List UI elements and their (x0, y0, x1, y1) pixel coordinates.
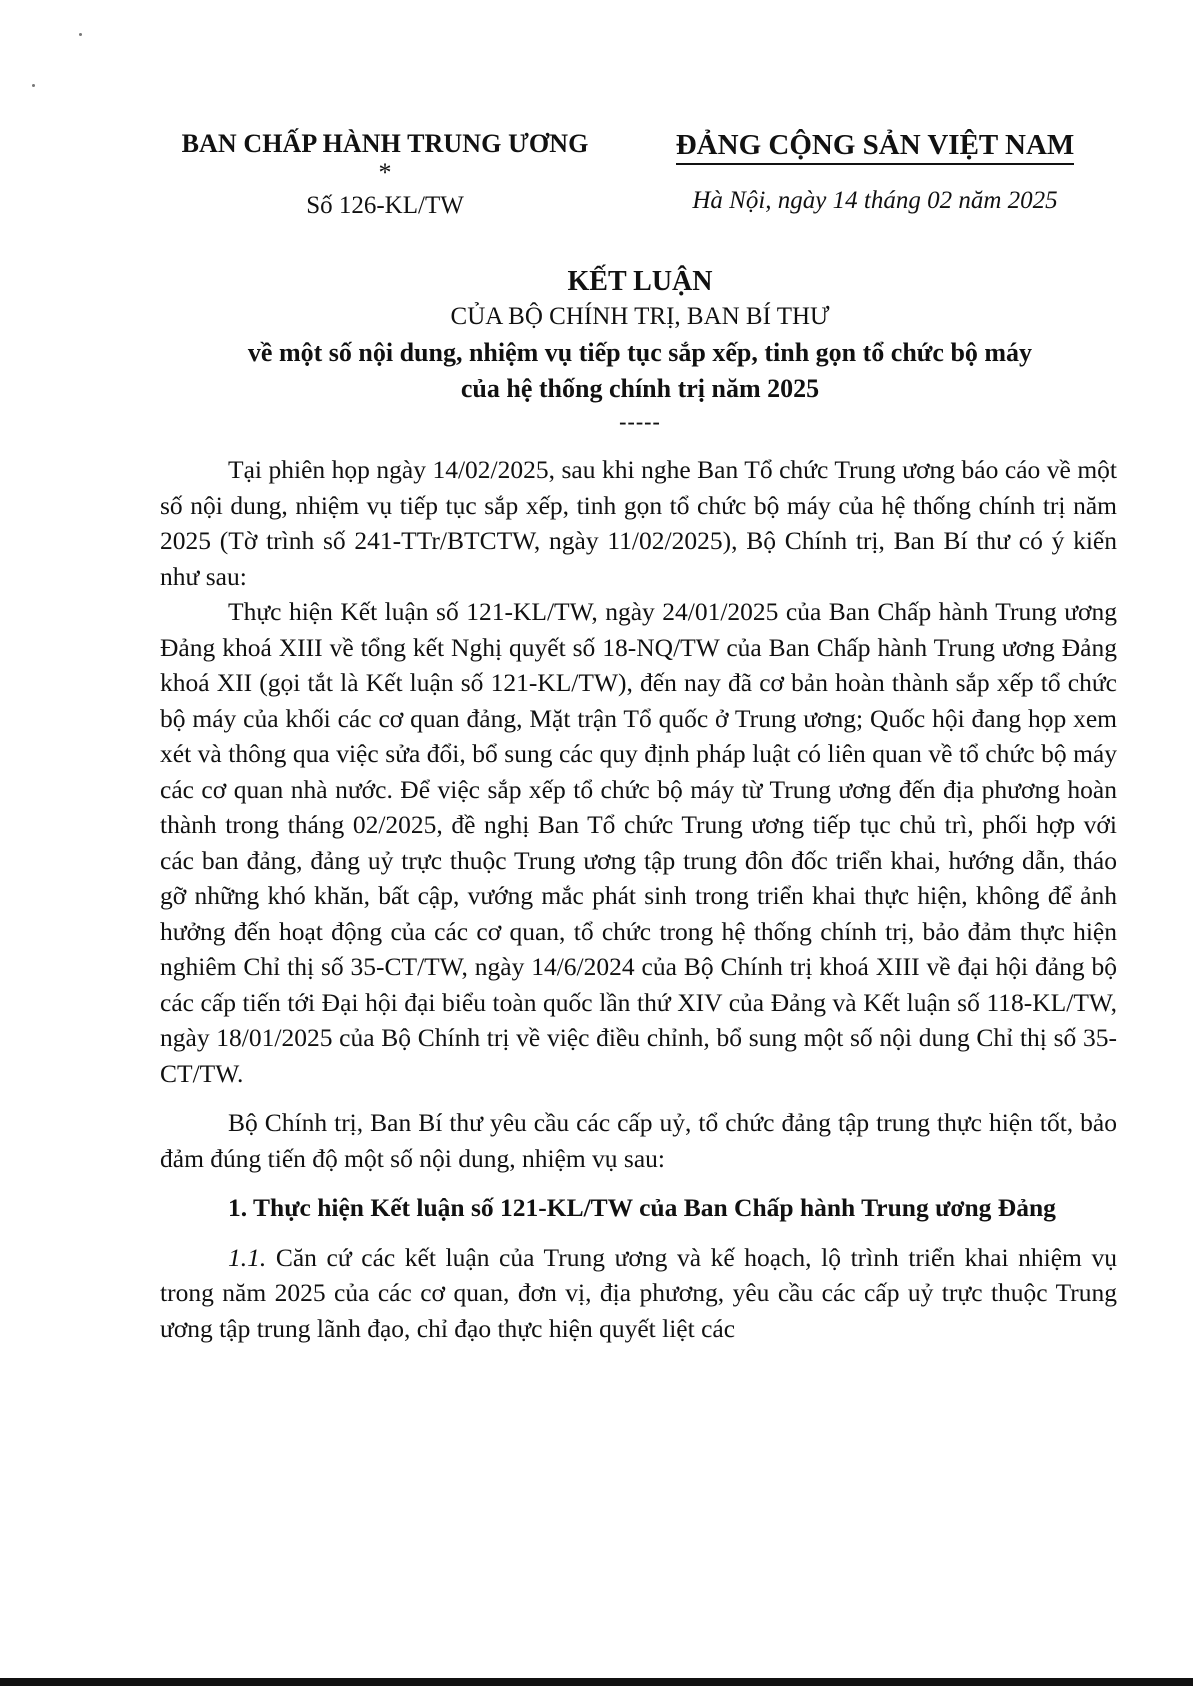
header-left (160, 128, 610, 222)
paragraph-request: Bộ Chính trị, Ban Bí thư yêu cầu các cấp uỷ, tổ chức đảng tập trung thực hiện tốt, bảo đảm đúng tiến độ một số nội dung, nhiệm vụ sau: (160, 1108, 1117, 1173)
party-name: ĐẢNG CỘNG SẢN VIỆT NAM (676, 128, 1075, 165)
paragraph-intro: Tại phiên họp ngày 14/02/2025, sau khi nghe Ban Tổ chức Trung ương báo cáo về một số nội dung, nhiệm vụ tiếp tục sắp xếp, tinh gọn tổ chức bộ máy của hệ thống chính trị năm 2025 (Tờ trình số 241-TTr/BTCTW, ngày 11/02/2025), Bộ Chính trị, Ban Bí thư có ý kiến như sau: (160, 455, 1117, 591)
scan-speck (32, 84, 35, 87)
document-body (160, 452, 1117, 1346)
item-text: Căn cứ các kết luận của Trung ương và kế hoạch, lộ trình triển khai nhiệm vụ trong năm 2025 của các cơ quan, đơn vị, địa phương, yêu cầu các cấp uỷ trực thuộc Trung ương tập trung lãnh đạo, chỉ đạo thực hiện quyết liệt các (160, 1242, 1117, 1343)
scan-speck (79, 33, 82, 36)
title-type: KẾT LUẬN (567, 266, 713, 297)
header-right (640, 128, 1110, 217)
place-date: Hà Nội, ngày 14 tháng 02 năm 2025 (692, 187, 1058, 214)
document-title (160, 264, 1120, 433)
title-separator: ----- (619, 409, 661, 434)
item-number: 1.1. (228, 1242, 267, 1272)
star-separator: * (378, 158, 392, 187)
organization-name: BAN CHẤP HÀNH TRUNG ƯƠNG (181, 129, 589, 158)
paragraph-context: Thực hiện Kết luận số 121-KL/TW, ngày 24/01/2025 của Ban Chấp hành Trung ương Đảng khoá XIII về tổng kết Nghị quyết số 18-NQ/TW của Ban Chấp hành Trung ương Đảng khoá XII (gọi tắt là Kết luận số 121-KL/TW), đến nay đã cơ bản hoàn thành sắp xếp tổ chức bộ máy của khối các cơ quan đảng, Mặt trận Tổ quốc ở Trung ương; Quốc hội đang họp xem xét và thông qua việc sửa đổi, bổ sung các quy định pháp luật có liên quan về tổ chức bộ máy các cơ quan nhà nước. Để việc sắp xếp tổ chức bộ máy từ Trung ương đến địa phương hoàn thành trong tháng 02/2025, đề nghị Ban Tổ chức Trung ương tiếp tục chủ trì, phối hợp với các ban đảng, đảng uỷ trực thuộc Trung ương tập trung đôn đốc triển khai, hướng dẫn, tháo gỡ những khó khăn, bất cập, vướng mắc phát sinh trong triển khai thực hiện, không để ảnh hưởng đến hoạt động của các cơ quan, tổ chức trong hệ thống chính trị, bảo đảm thực hiện nghiêm Chỉ thị số 35-CT/TW, ngày 14/6/2024 của Bộ Chính trị khoá XIII về đại hội đảng bộ các cấp tiến tới Đại hội đại biểu toàn quốc lần thứ XIV của Đảng và Kết luận số 118-KL/TW, ngày 18/01/2025 của Bộ Chính trị về việc điều chỉnh, bổ sung một số nội dung Chỉ thị số 35-CT/TW. (160, 597, 1117, 1088)
paragraph-1-1 (160, 1240, 1117, 1347)
document-number: Số 126-KL/TW (306, 192, 464, 219)
section-heading-1: 1. Thực hiện Kết luận số 121-KL/TW của Ban Chấp hành Trung ương Đảng (228, 1193, 1056, 1222)
title-subject-line1: về một số nội dung, nhiệm vụ tiếp tục sắp xếp, tinh gọn tổ chức bộ máy (247, 338, 1033, 367)
scan-edge (0, 1678, 1193, 1686)
title-subject-line2: của hệ thống chính trị năm 2025 (460, 374, 820, 403)
title-issuer: CỦA BỘ CHÍNH TRỊ, BAN BÍ THƯ (450, 303, 830, 330)
